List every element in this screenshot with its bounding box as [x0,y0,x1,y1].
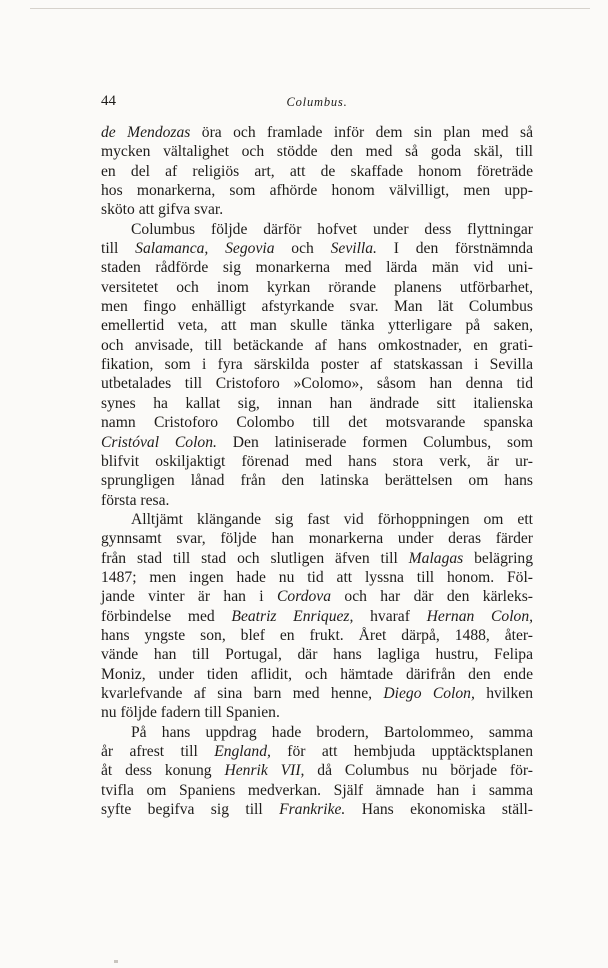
italic-text: Cristóval Colon. [101,433,217,451]
print-speck [114,960,118,963]
text-line [101,761,533,780]
text-run: vände han till Portugal, där hans lagliga hustru, Felipa [101,646,533,664]
text-line [101,413,533,432]
text-run: syfte begifva sig till [101,801,280,819]
text-run: Alltjämt klängande sig fast vid förhoppningen om ett [131,510,533,528]
italic-text: de Mendozas [101,124,191,141]
text-run: sprungligen lånad från den latinska berättelsen om hans [101,472,533,490]
text-line [101,510,533,529]
text-run: från stad till stad och slutligen äfven till [101,549,409,567]
italic-text: Malagas [408,549,464,567]
text-run: 1487; men ingen hade nu tid att lyssna till honom. Föl- [101,568,533,586]
text-run: blifvit oskiljaktigt förenad med hans stora verk, är ur- [101,452,533,470]
text-run: emellertid veta, att man skulle tänka ytterligare på saken, [101,317,533,335]
text-line [101,220,533,239]
text-run: öra och framlade inför dem sin plan med så [190,124,533,141]
text-run: och [274,240,331,258]
text-run: kvarlefvande af sina barn med henne, [101,684,384,702]
text-run: sköto att gifva svar. [101,201,224,219]
text-run: gynnsamt svar, följde han monarkerna under deras färder [101,530,533,548]
page-top-edge [30,8,590,9]
text-line [101,781,533,800]
text-line [101,665,533,684]
text-line [101,123,533,142]
italic-text: Cordova [277,588,332,606]
text-run: jande vinter är han i [101,588,278,606]
text-run: åt dess konung [101,762,225,780]
text-run: förbindelse med [101,607,232,625]
text-line [101,800,533,819]
text-line [101,162,533,181]
italic-text: Hernan Colon, [426,607,534,625]
text-line [101,374,533,393]
running-title: Columbus. [286,95,348,109]
text-run: Den latiniserade formen Columbus, som [216,433,533,451]
text-run: men fingo enhälligt afstyrkande svar. Man lät Columbus [101,298,533,316]
text-line [101,491,533,510]
text-line [101,258,533,277]
text-line [101,742,533,761]
text-line [101,607,533,626]
text-run: Hans ekonomiska ställ- [345,801,534,819]
text-run: hvilken [474,684,533,702]
text-run: och har där den kärleks- [331,588,533,606]
page-number: 44 [101,93,116,109]
text-run: belägring [463,549,533,567]
text-run: hos monarkerna, som afhörde honom välvilligt, men upp- [101,182,533,200]
text-run: mycken vältalighet och stödde den med så goda skäl, till [101,143,533,161]
text-line [101,278,533,297]
italic-text: England, [214,743,271,760]
text-line [101,549,533,568]
text-line [101,200,533,219]
text-line [101,452,533,471]
text-run: nu följde fadern till Spanien. [101,704,280,722]
text-line [101,645,533,664]
text-line [101,587,533,606]
text-line [101,297,533,316]
text-run: och anvisade, till betäckande af hans omkostnader, en grati- [101,336,533,354]
text-run: tvifla om Spaniens medverkan. Själf ämnade han i samma [101,781,533,799]
text-line [101,529,533,548]
text-run: namn Cristoforo Colombo till det motsvarande spanska [101,414,533,432]
text-line [101,181,533,200]
text-line [101,316,533,335]
text-run: versitetet och inom kyrkan rörande planens utförbarhet, [101,278,533,296]
page-header [101,92,533,110]
text-line [101,471,533,490]
text-run: till [101,240,136,258]
text-line [101,684,533,703]
text-run: Columbus följde därför hofvet under dess flyttningar [131,220,533,238]
text-line [101,336,533,355]
italic-text: Henrik VII, [224,762,305,780]
text-run: fikation, som i fyra särskilda poster af statskassan i Sevilla [101,356,533,374]
text-run: år afrest till [101,743,215,760]
text-run: Moniz, under tiden aflidit, och hämtade därifrån den ende [101,665,533,683]
italic-text: Sevilla. [330,240,377,258]
text-run: utbetalades till Cristoforo »Colomo», såsom han denna tid [101,375,533,393]
body-text [101,123,533,819]
text-run: synes ha kallat sig, innan han ändrade sitt italienska [101,394,533,412]
text-line [101,239,533,258]
text-line [101,355,533,374]
italic-text: Frankrike. [279,801,346,819]
text-line [101,433,533,452]
text-run: första resa. [101,491,170,509]
italic-text: Beatriz Enriquez, [231,607,354,625]
text-line [101,723,533,742]
text-line [101,568,533,587]
text-run: staden rådförde sig monarkerna med lärda män vid uni- [101,259,533,277]
text-run: då Columbus nu började för- [304,762,533,780]
text-run: hans yngste son, blef en frukt. Året därpå, 1488, åter- [101,626,533,644]
text-line [101,142,533,161]
text-run: för att hembjuda upptäcktsplanen [270,743,533,760]
italic-text: Diego Colon, [383,684,475,702]
italic-text: Salamanca, Segovia [135,240,275,258]
text-run: I den förstnämnda [376,240,533,258]
text-line [101,394,533,413]
text-run: På hans uppdrag hade brodern, Bartolommeo, samma [131,723,533,741]
text-run: en del af religiös art, att de skaffade honom företräde [101,162,533,180]
text-line [101,703,533,722]
text-run: hvaraf [353,607,427,625]
text-line [101,626,533,645]
